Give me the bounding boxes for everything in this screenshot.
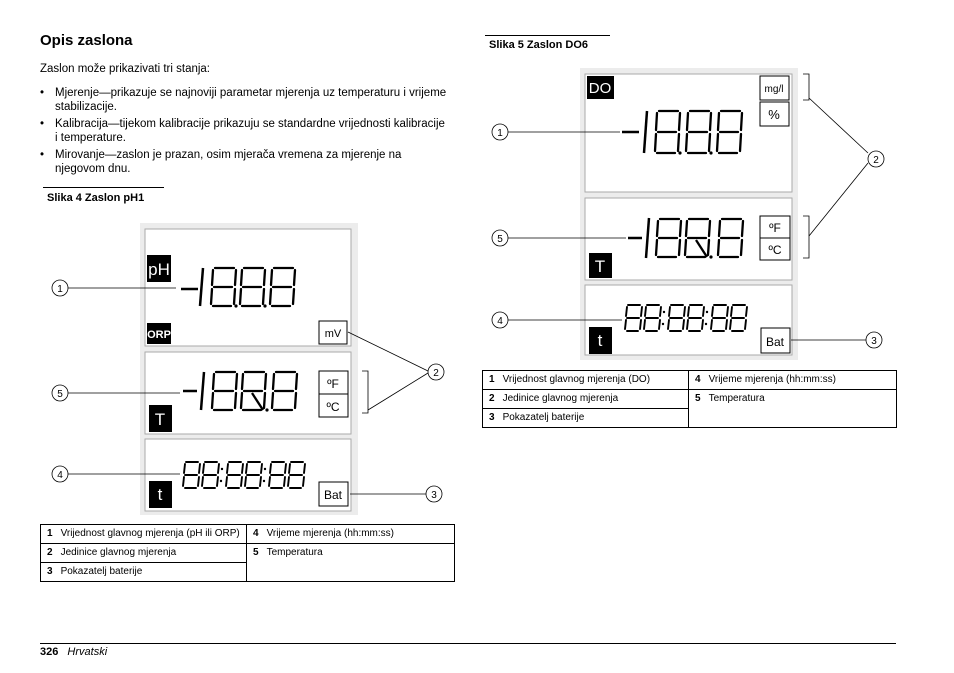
list-item: • Mirovanje—zaslon je prazan, osim mjerača vremena za mjerenje na njegovom dnu. [40, 148, 450, 176]
page-footer [40, 646, 107, 658]
orp-label [147, 323, 171, 344]
figure4-legend [40, 524, 455, 582]
deg-c-unit [319, 394, 348, 417]
mv-unit [319, 321, 347, 344]
callout-3 [426, 486, 442, 502]
legend-cell: 3 Pokazatelj baterije [483, 409, 689, 428]
legend-cell: 2 Jedinice glavnog mjerenja [41, 544, 247, 563]
figure5-diagram [480, 60, 900, 360]
callout-2 [868, 151, 884, 167]
figure4-title: Slika 4 Zaslon pH1 [47, 192, 145, 204]
page-number: 326 [40, 646, 59, 658]
svg-text:pH: pH [148, 260, 170, 279]
svg-text:Bat: Bat [765, 335, 785, 349]
svg-text:ºC: ºC [326, 400, 340, 414]
svg-text:T: T [154, 410, 166, 429]
legend-cell: 1 Vrijednost glavnog mjerenja (DO) [483, 371, 689, 390]
svg-text:ºC: ºC [768, 243, 782, 257]
svg-text:ºF: ºF [327, 377, 339, 391]
ph-label [147, 255, 171, 282]
callout-1 [52, 280, 68, 296]
svg-text:DO: DO [588, 80, 612, 97]
svg-text:1: 1 [497, 128, 503, 139]
legend-cell: 5 Temperatura [247, 544, 455, 582]
figure-title-rule [485, 35, 610, 36]
list-item: • Kalibracija—tijekom kalibracije prikazuju se standardne vrijednosti kalibracije i temperature. [40, 117, 450, 145]
deg-c-unit [760, 238, 790, 260]
svg-text:t: t [157, 485, 163, 504]
svg-text:5: 5 [57, 389, 63, 400]
legend-cell: 5 Temperatura [689, 390, 897, 428]
svg-text:5: 5 [497, 234, 503, 245]
legend-cell: 4 Vrijeme mjerenja (hh:mm:ss) [247, 525, 455, 544]
legend-cell: 1 Vrijednost glavnog mjerenja (pH ili ORP) [41, 525, 247, 544]
svg-text:Bat: Bat [323, 488, 343, 502]
callout-2 [428, 364, 444, 380]
time-label [589, 327, 612, 354]
figure-title-rule [43, 187, 164, 188]
svg-text:mV: mV [324, 328, 342, 340]
intro-text: Zaslon može prikazivati tri stanja: [40, 63, 211, 75]
svg-text:%: % [768, 107, 780, 122]
svg-text:2: 2 [433, 368, 439, 379]
callout-4 [52, 466, 68, 482]
svg-text:3: 3 [431, 490, 437, 501]
footer-language: Hrvatski [67, 646, 108, 658]
svg-text:T: T [594, 257, 606, 276]
deg-f-unit [760, 216, 790, 238]
svg-text:4: 4 [57, 470, 63, 481]
callout-1 [492, 124, 508, 140]
callout-4 [492, 312, 508, 328]
svg-text:2: 2 [873, 155, 879, 166]
figure5-legend [482, 370, 897, 428]
percent-unit [760, 102, 789, 126]
state-list [40, 86, 450, 179]
svg-text:3: 3 [871, 336, 877, 347]
svg-text:t: t [597, 331, 603, 350]
temp-label [149, 405, 172, 432]
legend-cell: 4 Vrijeme mjerenja (hh:mm:ss) [689, 371, 897, 390]
temp-label [589, 253, 612, 278]
callout-5 [492, 230, 508, 246]
svg-text:1: 1 [57, 284, 63, 295]
figure5-title: Slika 5 Zaslon DO6 [489, 39, 589, 51]
svg-text:4: 4 [497, 316, 503, 327]
legend-cell: 2 Jedinice glavnog mjerenja [483, 390, 689, 409]
list-item: • Mjerenje—prikazuje se najnoviji parametar mjerenja uz temperaturu i vrijeme stabilizacije. [40, 86, 450, 114]
do-label [587, 76, 614, 99]
callout-5 [52, 385, 68, 401]
figure4-diagram [40, 212, 460, 518]
callout-3 [866, 332, 882, 348]
section-title: Opis zaslona [40, 32, 133, 49]
battery-indicator [319, 482, 348, 506]
battery-indicator [761, 328, 790, 353]
svg-text:ºF: ºF [769, 221, 781, 235]
svg-text:ORP: ORP [147, 329, 171, 341]
mgl-unit [760, 76, 789, 100]
footer-rule [40, 643, 896, 644]
deg-f-unit [319, 371, 348, 394]
time-label [149, 481, 172, 508]
svg-text:mg/l: mg/l [764, 84, 784, 95]
legend-cell: 3 Pokazatelj baterije [41, 563, 247, 582]
